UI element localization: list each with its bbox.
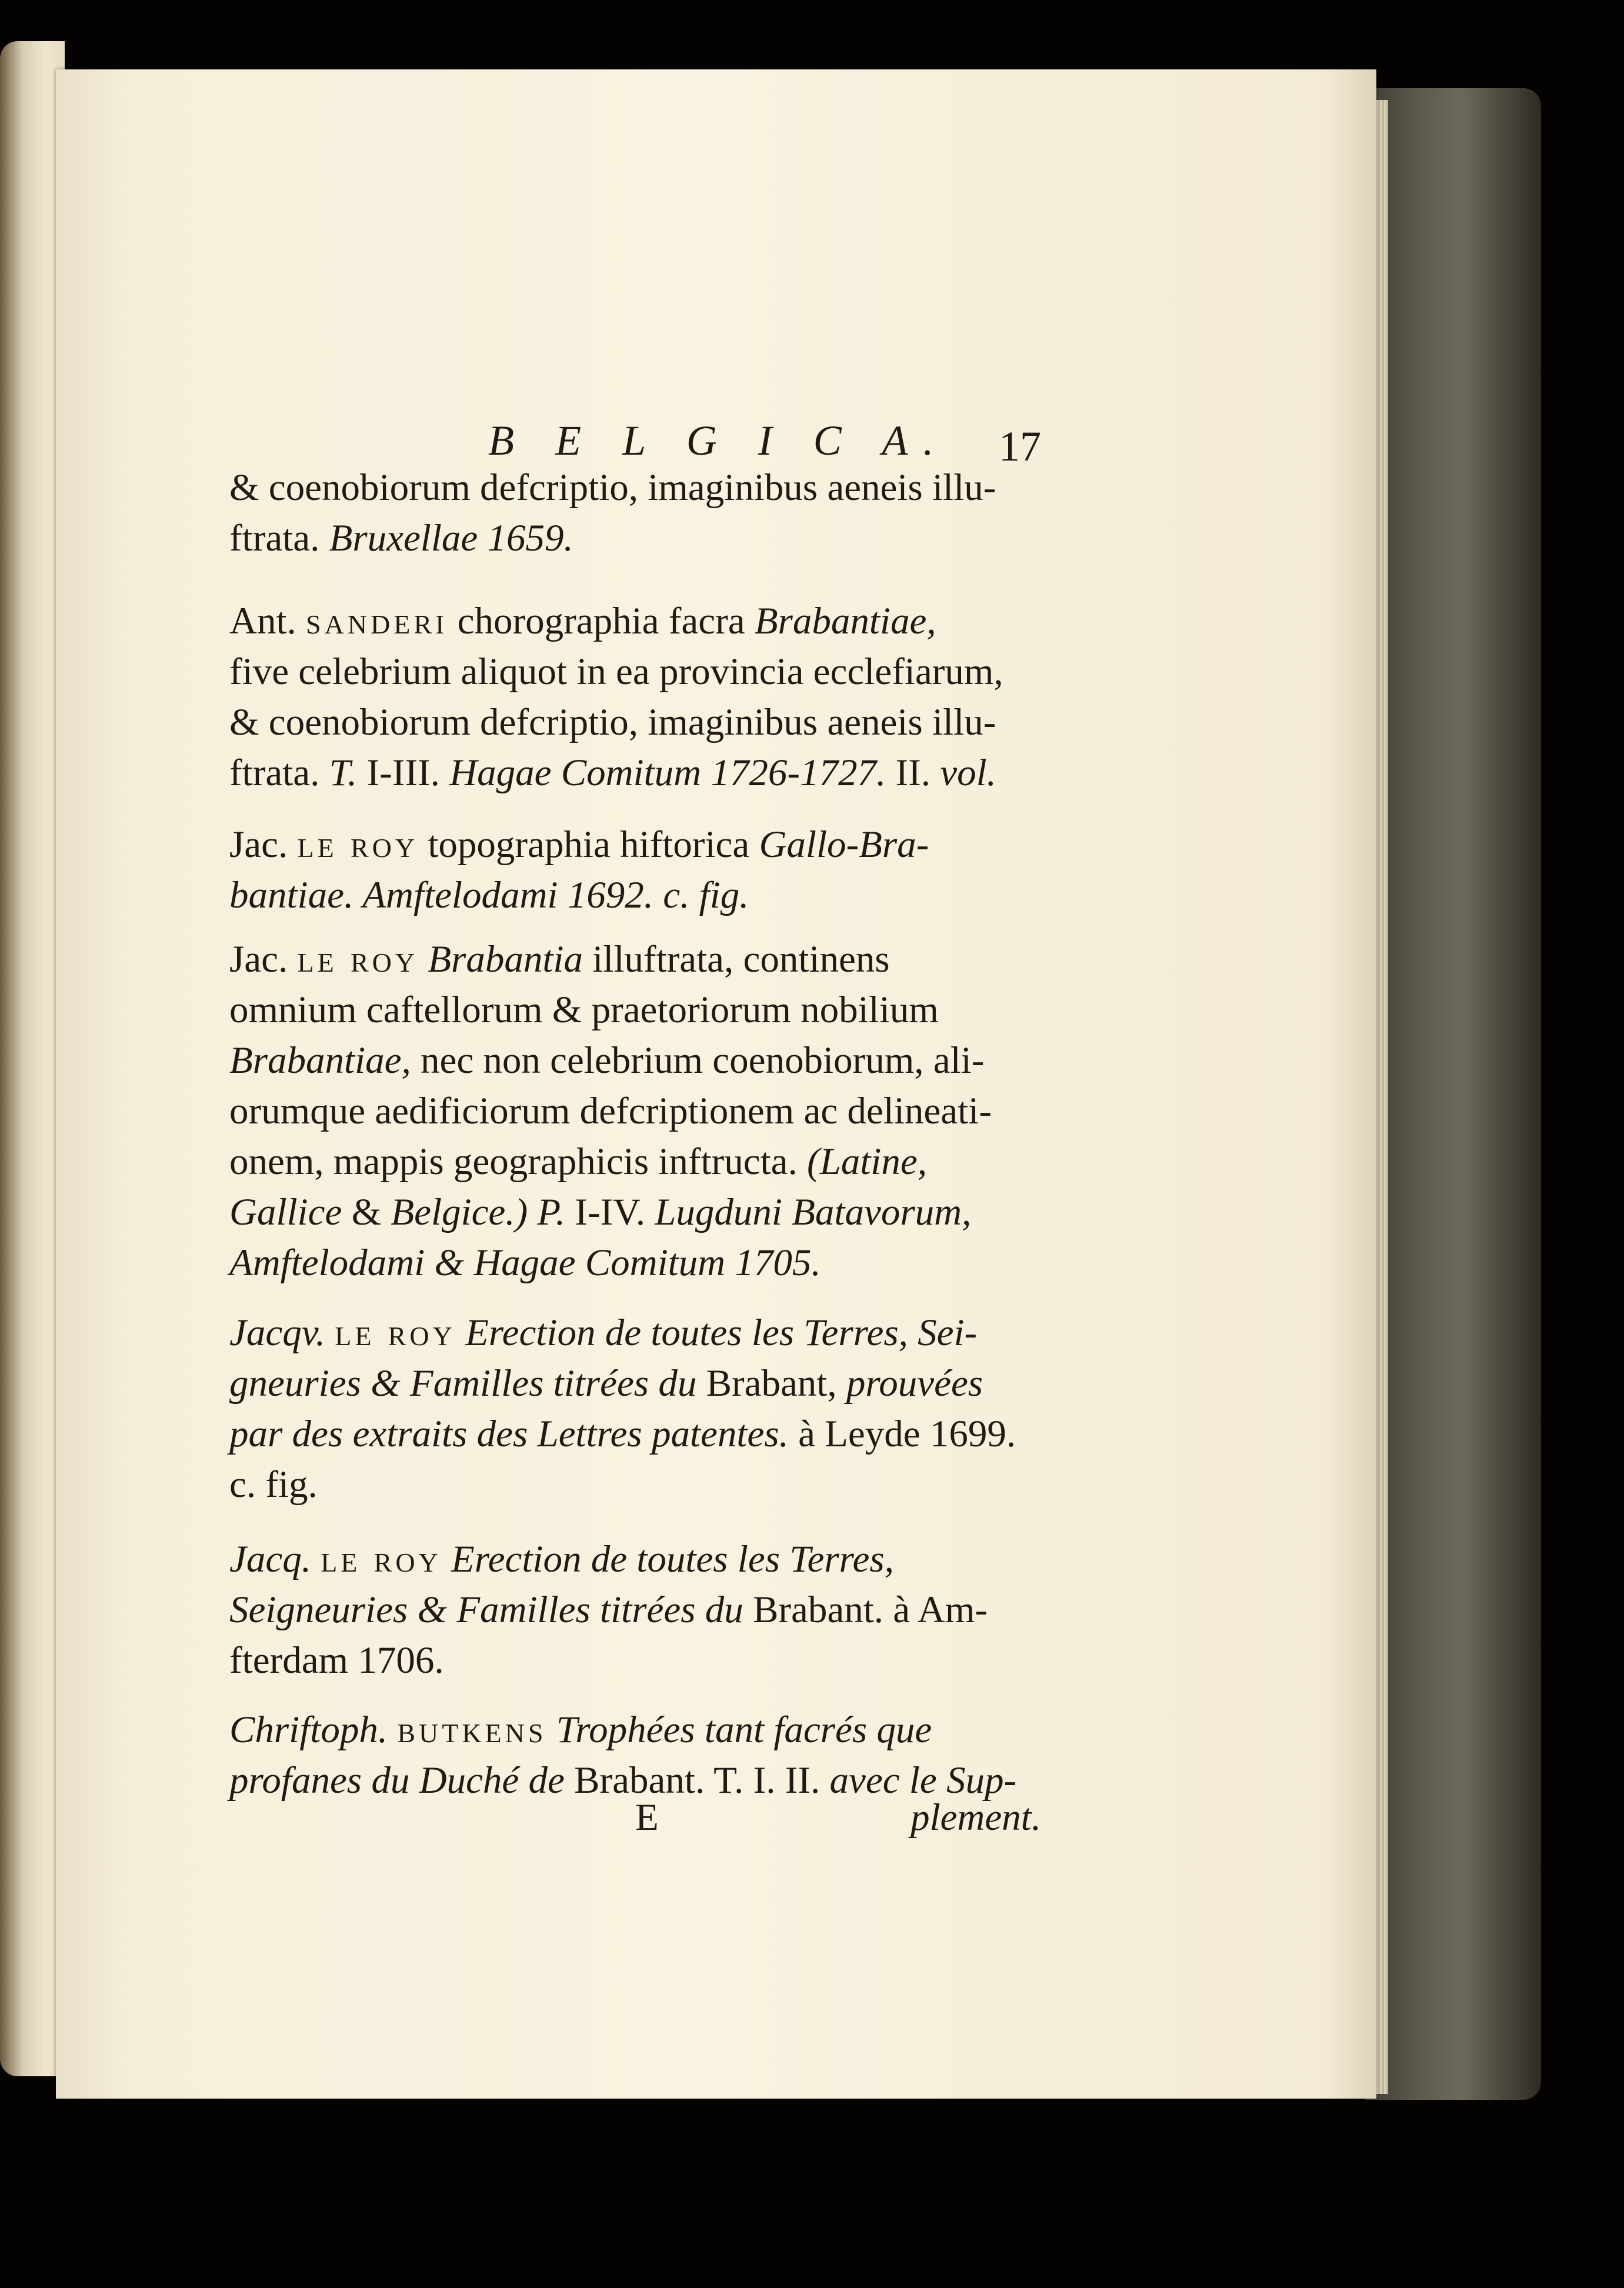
text-line	[229, 1705, 1041, 1755]
entry-bruxellae-continuation	[229, 462, 1041, 563]
italic-run: Brabantiae,	[754, 600, 936, 642]
text-line	[229, 1534, 1041, 1585]
page-header	[229, 416, 1041, 469]
italic-run: T.	[329, 752, 358, 794]
text-line	[229, 870, 1041, 920]
text-line: c. fig.	[229, 1463, 318, 1506]
text-line	[229, 1308, 1041, 1358]
italic-run: Erection de toutes les Terres,	[451, 1538, 894, 1580]
text-line: gneuries & Familles titrées du Brabant, prouvées	[229, 1362, 983, 1405]
italic-run: Bruxellae 1659.	[329, 517, 573, 559]
text-line: five celebrium aliquot in ea provincia ecclefiarum,	[229, 651, 1003, 693]
book-cover	[1365, 88, 1541, 2100]
text-line: profanes du Duché de Brabant. T. I. II. avec le Sup-	[229, 1759, 1017, 1802]
italic-run: Chriftoph.	[229, 1709, 388, 1751]
italic-run: Seigneuries & Familles titrées du	[229, 1589, 743, 1631]
text-line: Jac. le roy Brabantia illuftrata, continens	[229, 938, 890, 980]
text-line: Jac. le roy topographia hiftorica Gallo-Bra-	[229, 823, 929, 866]
italic-run: par des extraits des Lettres patentes.	[229, 1413, 789, 1455]
text-line: omnium caftellorum & praetoriorum nobilium	[229, 989, 939, 1031]
left-page-edge	[0, 41, 65, 2076]
entry-le-roy-erection-1706	[229, 1534, 1041, 1686]
text-line: Ant. sanderi chorographia facra Brabantiae,	[229, 600, 936, 642]
italic-run: prouvées	[846, 1362, 983, 1405]
italic-run: Gallo-Bra-	[759, 823, 929, 866]
running-head: B E L G I C A.	[488, 417, 949, 464]
author-name: le roy	[321, 1538, 442, 1580]
text-line: & coenobiorum defcriptio, imaginibus aeneis illu-	[229, 701, 996, 743]
author-name: le roy	[297, 938, 419, 980]
italic-run: gneuries & Familles titrées du	[229, 1362, 697, 1405]
text-line: ftrata. T. I-III. Hagae Comitum 1726-1727. II. vol.	[229, 752, 996, 794]
italic-run: Erection de toutes les Terres, Sei-	[465, 1312, 978, 1354]
italic-run: profanes du Duché de	[229, 1759, 565, 1802]
text-line: Gallice & Belgice.) P. I-IV. Lugduni Batavorum,	[229, 1191, 972, 1233]
author-name: le roy	[335, 1312, 456, 1354]
text-line: Brabantiae, nec non celebrium coenobiorum, ali-	[229, 1039, 985, 1082]
italic-run: Brabantiae,	[229, 1039, 411, 1082]
italic-run: vol.	[940, 752, 996, 794]
page-footer	[229, 1796, 1041, 1849]
signature-mark: E	[635, 1796, 659, 1839]
italic-run: avec le Sup-	[829, 1759, 1017, 1802]
italic-run: Gallice	[229, 1191, 342, 1233]
text-line	[229, 1238, 1041, 1288]
entry-butkens	[229, 1705, 1041, 1806]
text-line: par des extraits des Lettres patentes. à Leyde 1699.	[229, 1413, 1016, 1455]
text-line: Seigneuries & Familles titrées du Brabant. à Am-	[229, 1589, 988, 1631]
italic-run: Trophées tant facrés que	[556, 1709, 932, 1751]
entry-sanderi	[229, 596, 1041, 798]
text-line: & coenobiorum defcriptio, imaginibus aeneis illu-	[229, 466, 996, 509]
text-line: ftrata. Bruxellae 1659.	[229, 517, 573, 559]
italic-run: Belgice.)	[391, 1191, 528, 1233]
italic-run: P.	[537, 1191, 565, 1233]
italic-run: Jacqv.	[229, 1312, 325, 1354]
book-page	[56, 69, 1376, 2099]
italic-run: Jacq.	[229, 1538, 311, 1580]
italic-run: Brabantia	[428, 938, 583, 980]
author-name: butkens	[397, 1709, 547, 1751]
page-number: 17	[999, 423, 1041, 470]
author-name: sanderi	[306, 600, 448, 642]
italic-run: (Latine,	[806, 1140, 927, 1183]
text-line: orumque aedificiorum defcriptionem ac delineati-	[229, 1090, 992, 1132]
italic-run: bantiae. Amftelodami 1692. c. fig.	[229, 874, 749, 916]
italic-run: Hagae Comitum 1726-1727.	[449, 752, 886, 794]
italic-run: Amftelodami & Hagae Comitum 1705.	[229, 1242, 821, 1284]
italic-run: Lugduni Batavorum,	[655, 1191, 972, 1233]
entry-le-roy-topographia	[229, 819, 1041, 920]
text-line: fterdam 1706.	[229, 1639, 444, 1682]
author-name: le roy	[297, 823, 419, 866]
entry-le-roy-erection-1699	[229, 1308, 1041, 1510]
text-line: onem, mappis geographicis inftructa. (Latine,	[229, 1140, 927, 1183]
catchword: plement.	[910, 1796, 1041, 1839]
entry-le-roy-brabantia	[229, 934, 1041, 1288]
